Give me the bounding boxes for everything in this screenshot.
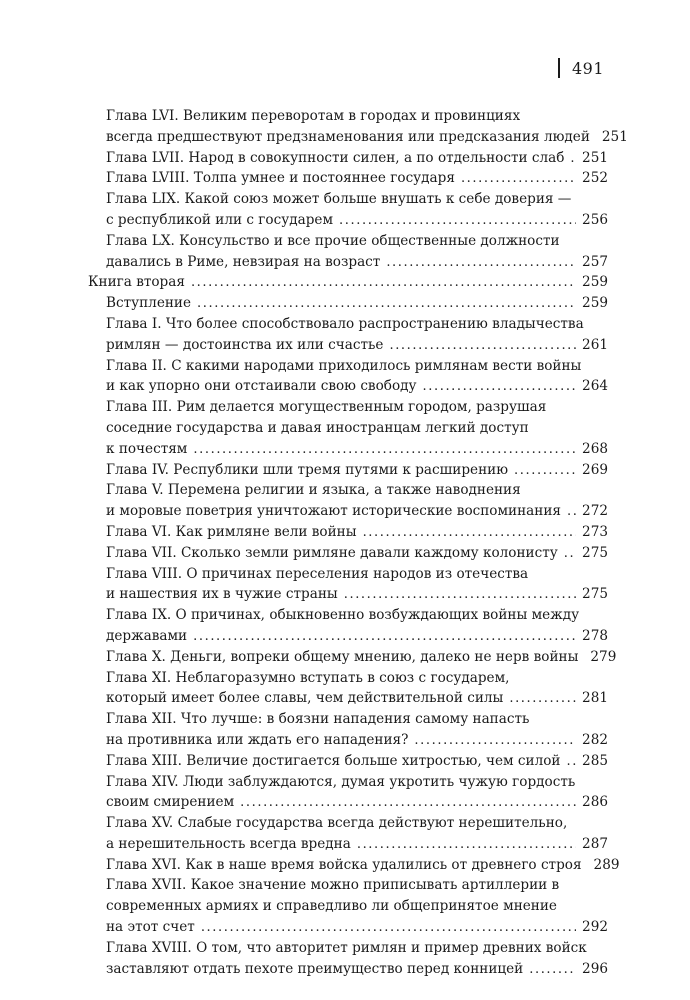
- dot-leader: [423, 377, 577, 398]
- toc-line-text: Глава V. Перемена религии и языка, а также наводнения: [106, 482, 521, 499]
- toc-line-text: а нерешительность всегда вредна: [106, 835, 351, 852]
- toc-line-text: Глава I. Что более способствовало распространению владычества: [106, 315, 584, 332]
- toc-line-text: который имеет более славы, чем действительной силы: [106, 690, 504, 707]
- toc-line-text: Глава III. Рим делается могущественным городом, разрушая: [106, 399, 547, 416]
- toc-line: [88, 917, 608, 938]
- dot-leader: [567, 502, 576, 523]
- toc-page-number: 275: [582, 586, 608, 603]
- toc-page-number: 289: [593, 856, 620, 873]
- toc-line-text: давались в Риме, невзирая на возраст: [106, 253, 381, 270]
- page-number: 491: [571, 58, 604, 78]
- toc-page-number: 273: [582, 523, 608, 540]
- toc-line: [88, 439, 608, 460]
- toc-entry: [88, 709, 608, 751]
- dot-leader: [389, 336, 576, 357]
- toc-line-text: державами: [106, 627, 188, 644]
- toc-entry: [88, 480, 608, 522]
- toc-page-number: 281: [582, 690, 608, 707]
- toc-line: [88, 252, 608, 273]
- toc-entry: [88, 314, 608, 356]
- dot-leader: [339, 211, 576, 232]
- toc-line: [88, 709, 608, 730]
- toc-line-text: Глава II. С какими народами приходилось римлянам вести войны: [106, 357, 582, 374]
- toc-line: [88, 813, 608, 834]
- toc-line-text: Глава IV. Республики шли тремя путями к расширению: [106, 461, 509, 478]
- header-rule: [558, 58, 560, 78]
- toc-line-text: Глава LIX. Какой союз может больше внушать к себе доверия —: [106, 191, 572, 208]
- toc-line-text: Глава LVIII. Толпа умнее и постояннее государя: [106, 170, 455, 187]
- toc-line-text: на этот счет: [106, 919, 195, 936]
- toc-line-text: соседние государства и давая иностранцам легкий доступ: [106, 419, 529, 436]
- toc-entry: [88, 148, 608, 169]
- toc-line: [88, 501, 608, 522]
- toc-line-text: и нашествия их в чужие страны: [106, 586, 338, 603]
- toc-line: [88, 730, 608, 751]
- toc-line: [88, 168, 608, 189]
- toc-line-text: Глава VI. Как римляне вели войны: [106, 523, 357, 540]
- toc-page-number: 278: [582, 627, 608, 644]
- toc-page-number: 272: [582, 503, 608, 520]
- toc-entry: [88, 356, 608, 398]
- toc-page-number: 296: [582, 960, 608, 977]
- toc-entry: [88, 813, 608, 855]
- toc-line: [88, 875, 608, 896]
- toc-line-text: заставляют отдать пехоте преимущество перед конницей: [106, 960, 524, 977]
- toc-line: [88, 127, 628, 148]
- toc-page-number: 252: [582, 170, 608, 187]
- toc-line: [88, 189, 608, 210]
- toc-page-number: 285: [582, 752, 608, 769]
- toc-page-number: 251: [582, 149, 608, 166]
- toc-line: [88, 314, 608, 335]
- toc-line: [88, 896, 608, 917]
- toc-line-text: на противника или ждать его нападения?: [106, 731, 409, 748]
- toc-line-text: Глава LVI. Великим переворотам в городах и провинциях: [106, 108, 521, 124]
- toc-line: [88, 605, 608, 626]
- toc-page-number: 264: [582, 378, 608, 395]
- toc-line: [88, 376, 608, 397]
- toc-line: [88, 293, 608, 314]
- toc-entry: [88, 875, 608, 937]
- toc-line: [88, 272, 608, 293]
- dot-leader: [201, 918, 576, 939]
- toc-entry: [88, 106, 628, 148]
- toc-line: [88, 668, 608, 689]
- toc-line-text: Глава XII. Что лучше: в боязни нападения самому напасть: [106, 711, 530, 728]
- toc-line-text: к почестям: [106, 440, 188, 457]
- dot-leader: [363, 523, 576, 544]
- toc-line: [88, 855, 620, 876]
- toc-entry: [88, 564, 608, 606]
- toc-line-text: Глава LVII. Народ в совокупности силен, а по отдельности слаб: [106, 149, 565, 166]
- toc-entry: [88, 751, 608, 772]
- toc-page-number: 279: [590, 648, 617, 665]
- toc-line-text: Глава LX. Консульство и все прочие общественные должности: [106, 232, 560, 249]
- toc-line-text: Глава X. Деньги, вопреки общему мнению, далеко не нерв войны: [106, 648, 579, 665]
- toc-entry: [88, 543, 608, 564]
- dot-leader: [191, 273, 576, 294]
- toc-entry: [88, 168, 608, 189]
- dot-leader: [357, 835, 576, 856]
- toc-page-number: 256: [582, 211, 608, 228]
- dot-leader: [344, 585, 576, 606]
- dot-leader: [566, 752, 576, 773]
- dot-leader: [386, 253, 576, 274]
- toc-entry: [88, 272, 608, 293]
- toc-line: [88, 959, 608, 980]
- toc-line-text: с республикой или с государем: [106, 211, 334, 228]
- toc-line: [88, 460, 608, 481]
- dot-leader: [564, 544, 576, 565]
- dot-leader: [509, 689, 576, 710]
- toc-line-text: своим смирением: [106, 794, 235, 811]
- toc-line: [88, 584, 608, 605]
- toc-line: [88, 148, 608, 169]
- toc-line-text: Глава XIV. Люди заблуждаются, думая укротить чужую гордость: [106, 773, 576, 790]
- dot-leader: [570, 149, 576, 170]
- toc-page-number: 261: [582, 336, 608, 353]
- toc-line: [88, 626, 608, 647]
- toc-line: [88, 688, 608, 709]
- dot-leader: [193, 627, 576, 648]
- dot-leader: [529, 960, 576, 981]
- toc-line-text: Глава XIII. Величие достигается больше хитростью, чем силой: [106, 752, 561, 769]
- toc-line-text: и моровые поветрия уничтожают исторические воспоминания: [106, 503, 561, 520]
- toc-line: [88, 792, 608, 813]
- toc-line: [88, 647, 617, 668]
- toc-line-text: всегда предшествуют предзнаменования или предсказания людей: [106, 128, 590, 145]
- toc-page-number: 282: [582, 731, 608, 748]
- toc-line: [88, 210, 608, 231]
- toc-entry: [88, 460, 608, 481]
- dot-leader: [514, 461, 576, 482]
- dot-leader: [414, 731, 576, 752]
- dot-leader: [240, 793, 576, 814]
- toc-entry: [88, 293, 608, 314]
- toc-entry: [88, 397, 608, 459]
- toc-line: [88, 522, 608, 543]
- toc-line-text: Глава VII. Сколько земли римляне давали каждому колонисту: [106, 544, 558, 561]
- toc-line: [88, 418, 608, 439]
- dot-leader: [193, 440, 576, 461]
- toc-line-text: Глава XV. Слабые государства всегда действуют нерешительно,: [106, 815, 568, 832]
- toc-page-number: 292: [582, 919, 608, 936]
- toc-entry: [88, 647, 617, 668]
- toc-page-number: 259: [582, 295, 608, 312]
- toc-line: [88, 751, 608, 772]
- toc-line: [88, 231, 608, 252]
- toc-line-text: современных армиях и справедливо ли общепринятое мнение: [106, 898, 557, 915]
- toc-line-text: Глава XVIII. О том, что авторитет римлян и пример древних войск: [106, 939, 587, 956]
- toc-line-text: Вступление: [106, 295, 192, 312]
- toc-page-number: 286: [582, 794, 608, 811]
- dot-leader: [461, 169, 576, 190]
- toc-entry: [88, 938, 608, 980]
- toc-page-number: 259: [582, 274, 608, 291]
- table-of-contents: [88, 106, 628, 979]
- toc-line: [88, 335, 608, 356]
- toc-entry: [88, 605, 608, 647]
- toc-page-number: 275: [582, 544, 608, 561]
- toc-line: [88, 834, 608, 855]
- toc-entry: [88, 231, 608, 273]
- toc-entry: [88, 772, 608, 814]
- toc-page-number: 268: [582, 440, 608, 457]
- toc-line-text: римлян — достоинства их или счастье: [106, 336, 384, 353]
- toc-line-text: Глава XVII. Какое значение можно приписывать артиллерии в: [106, 877, 560, 894]
- toc-page-number: 287: [582, 835, 608, 852]
- toc-line-text: Глава VIII. О причинах переселения народов из отечества: [106, 565, 529, 582]
- toc-line: [88, 772, 608, 793]
- toc-line: [88, 106, 608, 127]
- toc-line-text: и как упорно они отстаивали свою свободу: [106, 378, 417, 395]
- toc-page-number: 257: [582, 253, 608, 270]
- toc-page-number: 251: [601, 128, 628, 145]
- toc-page-number: 269: [582, 461, 608, 478]
- toc-line-text: Глава XVI. Как в наше время войска удалились от древнего строя: [106, 856, 582, 873]
- toc-entry: [88, 522, 608, 543]
- toc-line-text: Книга вторая: [88, 274, 185, 291]
- toc-entry: [88, 189, 608, 231]
- toc-line-text: Глава IX. О причинах, обыкновенно возбуждающих войны между: [106, 607, 580, 624]
- dot-leader: [197, 294, 576, 315]
- toc-line: [88, 543, 608, 564]
- page-header: [558, 58, 604, 78]
- toc-line: [88, 397, 608, 418]
- toc-entry: [88, 668, 608, 710]
- toc-line: [88, 938, 608, 959]
- toc-line: [88, 356, 608, 377]
- toc-entry: [88, 855, 620, 876]
- toc-line: [88, 564, 608, 585]
- toc-line-text: Глава XI. Неблагоразумно вступать в союз с государем,: [106, 669, 510, 686]
- toc-line: [88, 480, 608, 501]
